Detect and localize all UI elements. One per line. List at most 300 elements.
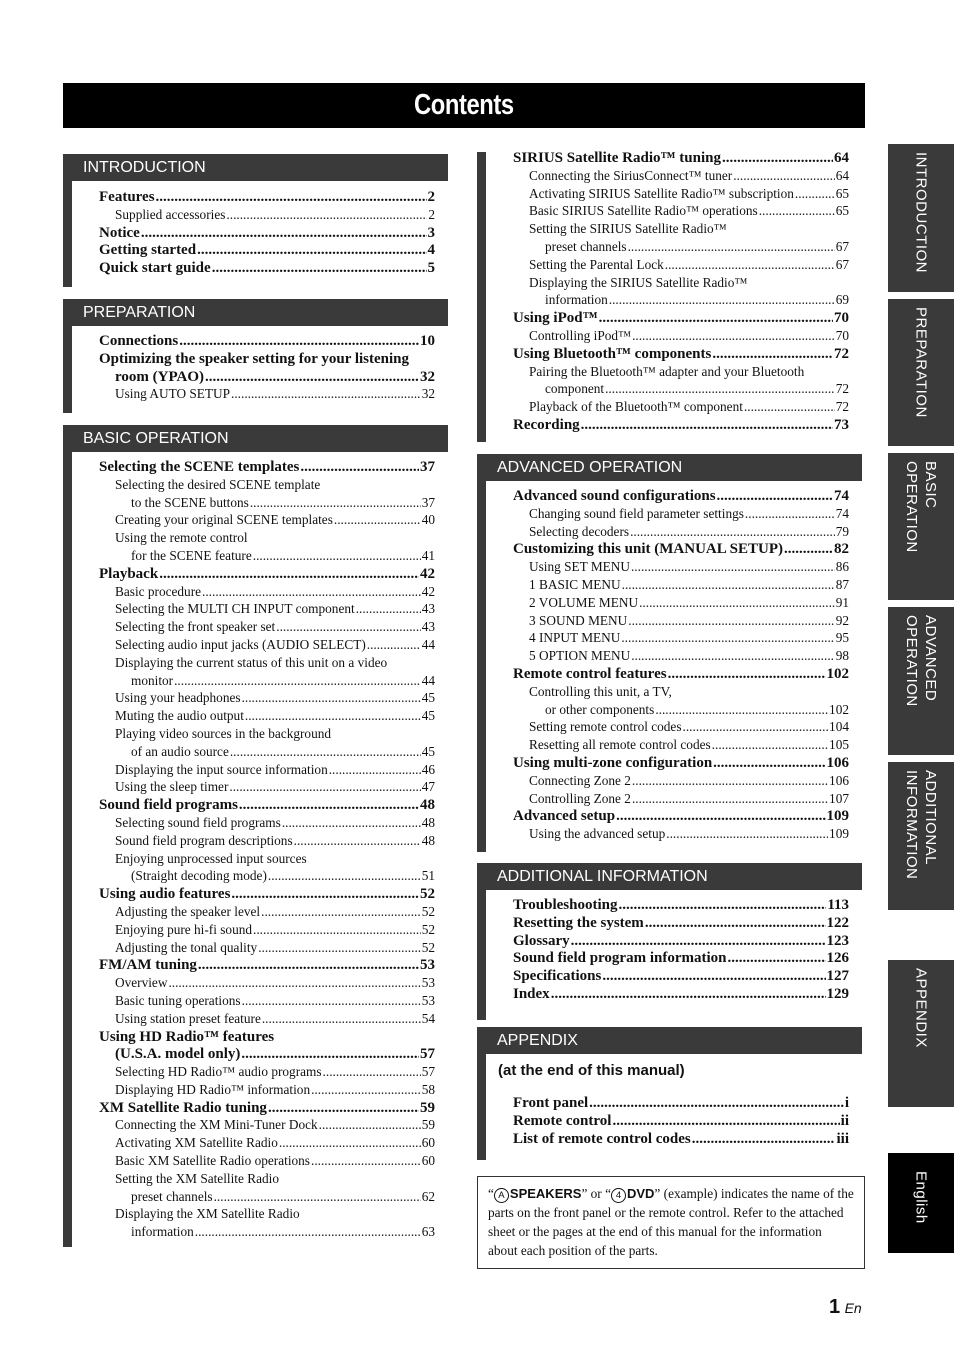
toc-entry[interactable] (99, 851, 435, 869)
toc-entry-page: iii (836, 1130, 849, 1147)
leader-dots (631, 648, 835, 664)
toc-entry-page: 10 (420, 333, 435, 349)
toc-entry-title: Displaying the input source information (115, 761, 328, 777)
toc-advanced-operation (513, 488, 849, 844)
toc-entry[interactable] (513, 968, 849, 986)
toc-entry[interactable] (513, 719, 849, 737)
toc-entry-page: 109 (826, 808, 849, 825)
toc-entry[interactable] (99, 797, 435, 815)
toc-entry-title: 2 VOLUME MENU (529, 594, 639, 610)
toc-entry-title: Selecting the desired SCENE template (115, 476, 321, 492)
toc-entry-page: 86 (835, 559, 849, 575)
toc-entry[interactable] (99, 940, 435, 958)
toc-entry-title: Setting remote control codes (529, 719, 682, 735)
toc-entry-page: 59 (421, 1117, 435, 1133)
toc-entry[interactable] (99, 566, 435, 584)
toc-entry-page: 46 (421, 761, 435, 777)
leader-dots (630, 524, 835, 540)
leader-dots (632, 328, 835, 344)
leader-dots (276, 619, 420, 635)
toc-entry-page: 69 (835, 292, 849, 308)
toc-entry[interactable] (99, 333, 435, 351)
toc-entry-title: Troubleshooting (513, 897, 618, 913)
toc-entry[interactable] (513, 684, 849, 702)
leader-dots (713, 755, 825, 772)
toc-entry[interactable] (99, 1100, 435, 1118)
toc-entry[interactable] (99, 779, 435, 797)
toc-entry-page: 52 (420, 886, 435, 903)
leader-dots (334, 512, 421, 528)
page-title: Contents (63, 83, 865, 128)
toc-entry-title: Playing video sources in the background (115, 725, 332, 741)
toc-entry-title: Overview (115, 975, 168, 991)
toc-entry[interactable] (513, 1131, 849, 1149)
toc-entry-page: 53 (421, 992, 435, 1008)
leader-dots (261, 904, 421, 920)
toc-entry[interactable] (99, 601, 435, 619)
toc-entry-page: 70 (834, 310, 849, 327)
toc-entry-page: 102 (829, 701, 849, 717)
leader-dots (168, 975, 420, 991)
toc-entry[interactable] (513, 488, 849, 506)
leader-dots (253, 922, 421, 938)
toc-entry[interactable] (99, 833, 435, 851)
toc-entry-page: 95 (835, 630, 849, 646)
toc-entry[interactable] (513, 239, 849, 257)
leader-dots (589, 1095, 844, 1112)
toc-entry[interactable] (99, 207, 435, 225)
leader-dots (268, 868, 421, 884)
toc-entry[interactable] (513, 399, 849, 417)
toc-entry[interactable] (99, 726, 435, 744)
leader-dots (618, 897, 826, 914)
toc-entry-page: 109 (829, 826, 849, 842)
toc-entry[interactable] (513, 168, 849, 186)
leader-dots (717, 488, 833, 505)
toc-entry[interactable] (513, 791, 849, 809)
toc-entry-title: Customizing this unit (MANUAL SETUP) (513, 541, 784, 558)
leader-dots (599, 310, 833, 327)
leader-dots (195, 1224, 421, 1240)
toc-entry-title: Selecting the front speaker set (115, 619, 276, 635)
leader-dots (245, 708, 421, 724)
appendix-note: (at the end of this manual) (498, 1062, 685, 1079)
toc-entry-title: Recording (513, 416, 580, 433)
toc-entry-title: Sound field program information (513, 950, 727, 967)
toc-entry-title: Enjoying pure hi-fi sound (115, 921, 253, 937)
dvd-label: DVD (626, 1186, 655, 1201)
toc-entry[interactable] (99, 1189, 435, 1207)
toc-entry[interactable] (513, 1095, 849, 1113)
toc-entry[interactable] (99, 189, 435, 207)
leader-dots (612, 1113, 839, 1130)
leader-dots (581, 417, 833, 434)
tab-additional-information[interactable]: ADDITIONAL INFORMATION (888, 762, 954, 910)
toc-entry[interactable] (513, 364, 849, 382)
toc-entry-page: 4 (427, 242, 435, 259)
toc-entry-title: Supplied accessories (115, 206, 226, 222)
toc-entry[interactable] (513, 524, 849, 542)
toc-entry[interactable] (99, 242, 435, 260)
toc-entry[interactable] (513, 221, 849, 239)
toc-appendix (513, 1095, 849, 1148)
toc-entry-page: 37 (421, 494, 435, 510)
toc-entry-page: 52 (421, 939, 435, 955)
toc-entry-page: 43 (421, 619, 435, 635)
leader-dots (294, 833, 421, 849)
toc-entry-title: Connections (99, 333, 179, 349)
toc-entry-page: 122 (826, 914, 849, 931)
toc-entry[interactable] (99, 1046, 435, 1064)
toc-entry[interactable] (99, 1011, 435, 1029)
toc-entry[interactable] (513, 310, 849, 328)
leader-dots (239, 797, 419, 814)
toc-entry-title: Activating XM Satellite Radio (115, 1135, 278, 1151)
leader-dots (628, 239, 835, 255)
toc-entry[interactable] (513, 346, 849, 364)
toc-entry[interactable] (513, 1113, 849, 1131)
toc-entry[interactable] (99, 637, 435, 655)
toc-entry-page: 57 (421, 1064, 435, 1080)
toc-entry-page: 2 (428, 206, 435, 222)
toc-entry-title: or other components (545, 701, 655, 717)
toc-entry-title: Features (99, 189, 155, 205)
toc-entry-title: Controlling Zone 2 (529, 790, 631, 806)
toc-entry-title: Pairing the Bluetooth™ adapter and your Bluetooth (529, 363, 805, 379)
toc-entry-title: to the SCENE buttons (131, 494, 249, 510)
toc-entry-page: 41 (421, 547, 435, 563)
toc-entry-page: 91 (835, 594, 849, 610)
toc-entry-page: 3 (427, 224, 435, 241)
toc-entry-page: 113 (827, 897, 849, 913)
toc-entry[interactable] (99, 708, 435, 726)
section-header-additional-information: ADDITIONAL INFORMATION (477, 863, 862, 890)
section-bar (477, 1054, 486, 1160)
toc-entry[interactable] (513, 203, 849, 221)
toc-entry[interactable] (513, 702, 849, 720)
section-header-preparation: PREPARATION (63, 299, 448, 326)
toc-entry-title: FM/AM tuning (99, 957, 197, 974)
toc-continued (513, 150, 849, 435)
tab-basic-operation[interactable]: BASIC OPERATION (888, 453, 954, 600)
toc-entry-page: 129 (826, 985, 849, 1002)
toc-entry[interactable] (99, 530, 435, 548)
toc-entry-title: Playback (99, 565, 159, 582)
toc-entry-page: 45 (421, 708, 435, 724)
toc-entry-title: Using the remote control (115, 530, 248, 546)
toc-entry-title: Sound field program descriptions (115, 832, 293, 848)
toc-entry-title: information (545, 292, 608, 308)
toc-entry-page: 58 (421, 1081, 435, 1097)
leader-dots (230, 744, 421, 760)
leader-dots (231, 386, 421, 402)
toc-entry[interactable] (99, 584, 435, 602)
toc-entry[interactable] (99, 993, 435, 1011)
toc-entry[interactable] (99, 975, 435, 993)
toc-entry-page: 70 (835, 327, 849, 343)
toc-entry-title: Selecting the MULTI CH INPUT component (115, 601, 355, 617)
leader-dots (242, 690, 421, 706)
leader-dots (639, 595, 835, 611)
toc-entry-title: 3 SOUND MENU (529, 612, 628, 628)
toc-entry-page: 53 (420, 957, 435, 974)
toc-entry-title: Remote control features (513, 665, 667, 682)
toc-entry[interactable] (513, 577, 849, 595)
toc-basic-operation (99, 459, 435, 1242)
toc-entry-page: 5 (427, 260, 435, 277)
toc-entry-page: 87 (835, 576, 849, 592)
toc-entry[interactable] (513, 773, 849, 791)
leader-dots (621, 630, 834, 646)
toc-entry-title: Basic procedure (115, 583, 202, 599)
toc-entry-title: Enjoying unprocessed input sources (115, 850, 307, 866)
leader-dots (179, 333, 419, 350)
toc-entry-title: Using iPod™ (513, 310, 598, 327)
toc-entry[interactable] (513, 328, 849, 346)
tab-english[interactable]: English (888, 1153, 954, 1253)
toc-entry[interactable] (513, 630, 849, 648)
toc-entry[interactable] (99, 655, 435, 673)
leader-dots (282, 815, 421, 831)
toc-entry[interactable] (99, 1153, 435, 1171)
toc-entry-page: 54 (421, 1010, 435, 1026)
tab-advanced-operation[interactable]: ADVANCED OPERATION (888, 607, 954, 755)
toc-entry-page: 32 (421, 386, 435, 402)
toc-entry[interactable] (99, 690, 435, 708)
toc-entry[interactable] (513, 755, 849, 773)
toc-entry[interactable] (513, 986, 849, 1004)
toc-entry-page: 127 (826, 968, 849, 985)
toc-entry[interactable] (99, 1082, 435, 1100)
toc-entry-page: 65 (835, 203, 849, 219)
toc-entry[interactable] (513, 292, 849, 310)
toc-entry-title: Basic SIRIUS Satellite Radio™ operations (529, 203, 758, 219)
toc-entry-title: Using station preset feature (115, 1010, 261, 1026)
toc-entry-title: Selecting decoders (529, 523, 630, 539)
toc-entry-page: 60 (421, 1153, 435, 1169)
toc-entry-page: ii (840, 1112, 849, 1129)
leader-dots (250, 495, 421, 511)
toc-entry[interactable] (99, 886, 435, 904)
toc-entry[interactable] (99, 548, 435, 566)
leader-dots (253, 548, 421, 564)
toc-entry-title: Glossary (513, 932, 570, 949)
toc-entry[interactable] (513, 613, 849, 631)
leader-dots (632, 791, 828, 807)
toc-entry-title: Controlling iPod™ (529, 327, 632, 343)
tab-appendix[interactable]: APPENDIX (888, 960, 954, 1107)
toc-entry-page: 67 (835, 256, 849, 272)
toc-entry[interactable] (513, 541, 849, 559)
toc-entry[interactable] (99, 512, 435, 530)
leader-dots (655, 702, 828, 718)
leader-dots (258, 940, 421, 956)
toc-entry-title: 1 BASIC MENU (529, 576, 621, 592)
toc-entry-title: Selecting sound field programs (115, 814, 281, 830)
toc-entry-title: Using multi-zone configuration (513, 754, 713, 771)
toc-entry-page: 45 (421, 690, 435, 706)
leader-dots (645, 915, 826, 932)
toc-entry[interactable] (99, 1135, 435, 1153)
toc-entry[interactable] (513, 666, 849, 684)
toc-entry-page: 106 (829, 772, 849, 788)
leader-dots (197, 242, 426, 259)
toc-entry[interactable] (99, 386, 435, 404)
toc-entry-title: Setting the SIRIUS Satellite Radio™ (529, 221, 727, 237)
toc-entry[interactable] (513, 186, 849, 204)
leader-dots (759, 203, 835, 219)
toc-entry[interactable] (513, 737, 849, 755)
leader-dots (300, 459, 419, 476)
leader-dots (628, 613, 834, 629)
toc-entry-title: of an audio source (131, 743, 229, 759)
toc-entry-page: 60 (421, 1135, 435, 1151)
toc-entry[interactable] (513, 915, 849, 933)
toc-entry[interactable] (513, 417, 849, 435)
toc-entry-title: Using SET MENU (529, 559, 630, 575)
leader-dots (311, 1153, 421, 1169)
tab-introduction[interactable]: INTRODUCTION (888, 144, 954, 292)
leader-dots (744, 399, 835, 415)
toc-entry[interactable] (99, 495, 435, 513)
toc-entry-title: Front panel (513, 1095, 589, 1111)
toc-entry[interactable] (513, 950, 849, 968)
toc-entry-page: 53 (421, 975, 435, 991)
toc-entry-page: 98 (835, 648, 849, 664)
toc-entry-title: 5 OPTION MENU (529, 648, 631, 664)
toc-preparation (99, 333, 435, 404)
toc-entry[interactable] (99, 744, 435, 762)
leader-dots (733, 168, 834, 184)
toc-entry-page: 48 (420, 797, 435, 814)
toc-entry-title: 4 INPUT MENU (529, 630, 621, 646)
toc-entry-page: i (844, 1095, 849, 1111)
section-header-advanced-operation: ADVANCED OPERATION (477, 454, 862, 481)
leader-dots (205, 369, 419, 386)
leader-dots (609, 292, 835, 308)
toc-entry[interactable] (513, 381, 849, 399)
toc-entry-title: Using HD Radio™ features (99, 1028, 275, 1045)
toc-entry[interactable] (99, 1171, 435, 1189)
toc-entry-page: 59 (420, 1099, 435, 1116)
toc-entry[interactable] (513, 897, 849, 915)
toc-entry-title: Specifications (513, 968, 602, 985)
leader-dots (666, 826, 828, 842)
toc-entry[interactable] (99, 477, 435, 495)
leader-dots (616, 808, 825, 825)
toc-entry[interactable] (99, 260, 435, 278)
toc-entry[interactable] (99, 1029, 435, 1047)
toc-entry-title: Notice (99, 224, 140, 241)
toc-entry-page: 32 (420, 368, 435, 385)
toc-entry[interactable] (99, 673, 435, 691)
toc-entry-page: 72 (834, 345, 849, 362)
toc-entry-title: Controlling this unit, a TV, (529, 683, 672, 699)
toc-entry[interactable] (99, 1064, 435, 1082)
toc-entry[interactable] (99, 1117, 435, 1135)
toc-entry[interactable] (99, 459, 435, 477)
toc-entry[interactable] (513, 648, 849, 666)
toc-entry[interactable] (513, 506, 849, 524)
toc-entry-page: 123 (826, 932, 849, 949)
leader-dots (668, 666, 826, 683)
leader-dots (622, 577, 835, 593)
toc-entry-page: 82 (834, 541, 849, 558)
leader-dots (571, 933, 826, 950)
toc-entry[interactable] (99, 922, 435, 940)
toc-entry-page: 44 (421, 672, 435, 688)
toc-entry[interactable] (99, 1224, 435, 1242)
toc-entry[interactable] (513, 808, 849, 826)
toc-entry-page: 74 (834, 488, 849, 504)
toc-entry[interactable] (513, 826, 849, 844)
toc-entry-title: Playback of the Bluetooth™ component (529, 399, 743, 415)
toc-entry-title: preset channels (131, 1188, 213, 1204)
leader-dots (226, 207, 427, 223)
toc-entry-page: 48 (421, 832, 435, 848)
toc-entry[interactable] (513, 150, 849, 168)
leader-dots (229, 779, 420, 795)
leader-dots (202, 584, 421, 600)
toc-entry-title: Using the sleep timer (115, 779, 229, 795)
toc-entry-title: Connecting the XM Mini-Tuner Dock (115, 1117, 318, 1133)
toc-entry[interactable] (99, 904, 435, 922)
toc-entry[interactable] (513, 275, 849, 293)
toc-entry[interactable] (513, 595, 849, 613)
toc-entry-page: 107 (829, 790, 849, 806)
toc-entry-title: preset channels (545, 238, 627, 254)
leader-dots (551, 986, 826, 1003)
toc-entry-title: room (YPAO) (115, 368, 205, 385)
toc-entry-page: 73 (834, 416, 849, 433)
toc-entry[interactable] (99, 762, 435, 780)
toc-entry-page: 48 (421, 814, 435, 830)
leader-dots (141, 225, 427, 242)
tab-preparation[interactable]: PREPARATION (888, 299, 954, 446)
leader-dots (745, 506, 835, 522)
toc-entry-page: 106 (826, 754, 849, 771)
toc-entry-title: Displaying the current status of this unit on a video (115, 654, 388, 670)
section-header-basic-operation: BASIC OPERATION (63, 425, 448, 452)
toc-entry-page: 72 (835, 381, 849, 397)
section-header-introduction: INTRODUCTION (63, 154, 448, 181)
toc-entry-title: (U.S.A. model only) (115, 1046, 241, 1063)
toc-entry-page: 105 (829, 737, 849, 753)
toc-entry-title: Using Bluetooth™ components (513, 345, 712, 362)
leader-dots (795, 186, 835, 202)
toc-entry-page: 2 (427, 189, 435, 205)
toc-entry[interactable] (513, 933, 849, 951)
toc-entry[interactable] (99, 351, 435, 369)
toc-entry[interactable] (513, 257, 849, 275)
toc-entry[interactable] (99, 369, 435, 387)
toc-entry[interactable] (99, 957, 435, 975)
speakers-label: SPEAKERS (509, 1186, 582, 1201)
toc-entry[interactable] (99, 619, 435, 637)
toc-entry[interactable] (99, 1206, 435, 1224)
toc-entry-title: Selecting HD Radio™ audio programs (115, 1064, 322, 1080)
toc-entry[interactable] (513, 559, 849, 577)
toc-entry[interactable] (99, 868, 435, 886)
toc-entry-page: 126 (826, 950, 849, 967)
toc-entry-page: 40 (421, 512, 435, 528)
leader-dots (722, 150, 833, 167)
toc-entry[interactable] (99, 815, 435, 833)
toc-entry[interactable] (99, 225, 435, 243)
toc-entry-title: Advanced sound configurations (513, 488, 716, 504)
toc-entry-title: monitor (131, 672, 174, 688)
toc-entry-page: 102 (826, 665, 849, 682)
